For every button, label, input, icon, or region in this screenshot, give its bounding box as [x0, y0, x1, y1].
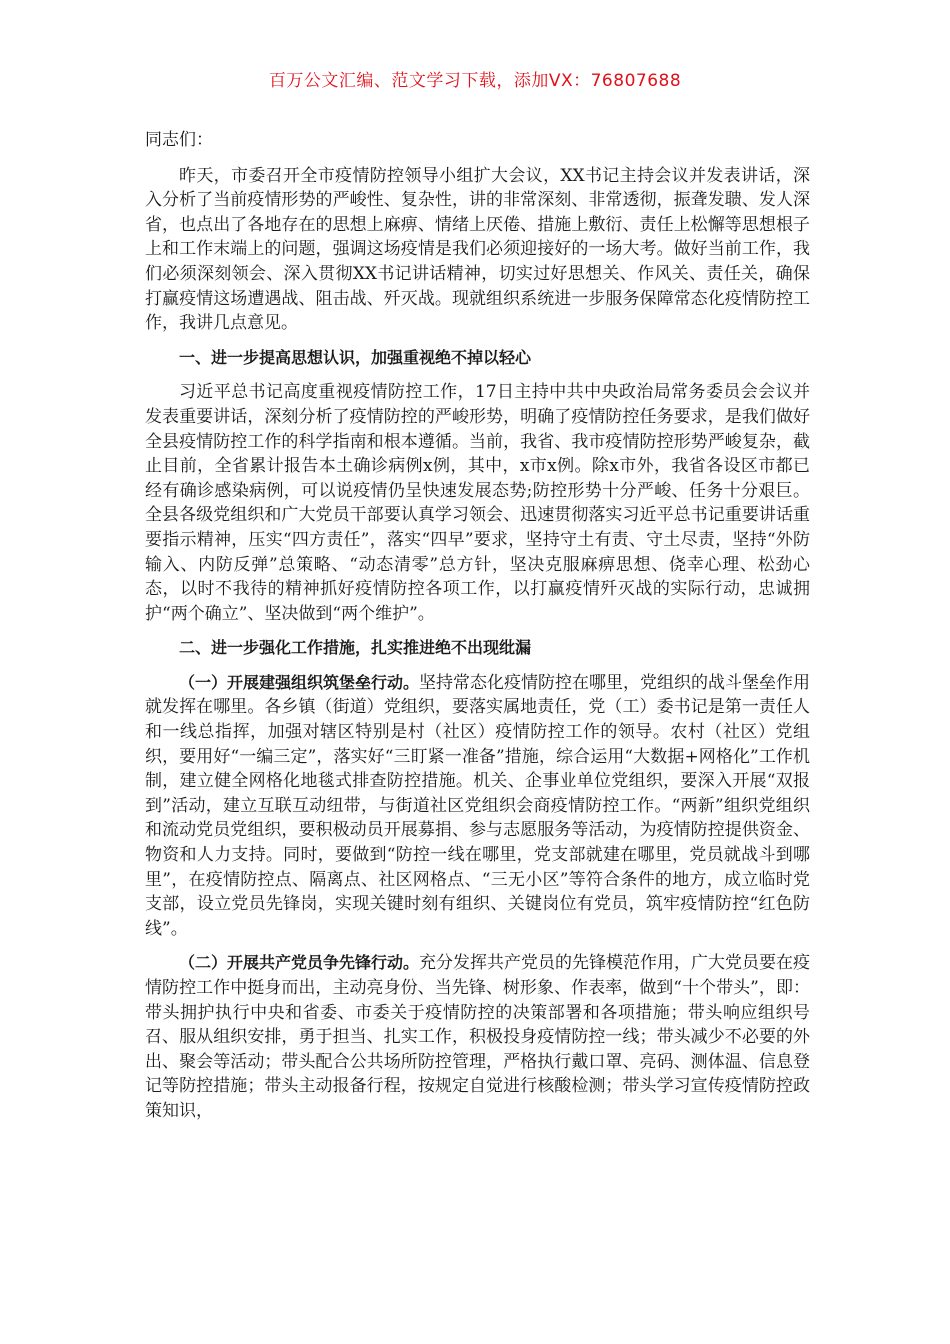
section-2-item-2-body: 充分发挥共产党员的先锋模范作用，广大党员要在疫情防控工作中挺身而出，主动亮身份、当先锋、树形象、作表率，做到“十个带头”，即：带头拥护执行中央和省委、市委关于疫情防控的决策部署和各项措施；带头响应组织号召、服从组织安排，勇于担当、扎实工作，积极投身疫情防控一线；带头减少不必要的外出、聚会等活动；带头配合公共场所防控管理，严格执行戴口罩、亮码、测体温、信息登记等防控措施；带头主动报备行程，按规定自觉进行核酸检测；带头学习宣传疫情防控政策知识，: [145, 953, 811, 1121]
document-body: [145, 128, 810, 1134]
section-2-item-1-body: 坚持常态化疫情防控在哪里，党组织的战斗堡垒作用就发挥在哪里。各乡镇（街道）党组织，要落实属地责任，党（工）委书记是第一责任人和一线总指挥，加强对辖区特别是村（社区）疫情防控工作的领导。农村（社区）党组织，要用好“一编三定”，落实好“三盯紧一准备”措施，综合运用“大数据+网格化”工作机制，建立健全网格化地毯式排查防控措施。机关、企事业单位党组织，要深入开展“双报到”活动，建立互联互动纽带，与街道社区党组织会商疫情防控工作。“两新”组织党组织和流动党员党组织，要积极动员开展募捐、参与志愿服务等活动，为疫情防控提供资金、物资和人力支持。同时，要做到“防控一线在哪里，党支部就建在哪里，党员就战斗到哪里”，在疫情防控点、隔离点、社区网格点、“三无小区”等符合条件的地方，成立临时党支部，设立党员先锋岗，实现关键时刻有组织、关键岗位有党员，筑牢疫情防控“红色防线”。: [145, 672, 811, 939]
section-2-item-2-lead: （二）开展共产党员争先锋行动。: [179, 953, 420, 973]
section-2-item-1-lead: （一）开展建强组织筑堡垒行动。: [179, 672, 420, 692]
section-1-heading: 一、进一步提高思想认识，加强重视绝不掉以轻心: [179, 347, 532, 367]
section-2-item-1: [145, 671, 810, 942]
section-1-paragraph: 习近平总书记高度重视疫情防控工作，17日主持中共中央政治局常务委员会会议并发表重要讲话，深刻分析了疫情防控的严峻形势，明确了疫情防控任务要求，是我们做好全县疫情防控工作的科学指南和根本遵循。当前，我省、我市疫情防控形势严峻复杂，截止目前，全省累计报告本土确诊病例x例，其中，x市x例。除x市外，我省各设区市都已经有确诊感染病例，可以说疫情仍呈快速发展态势;防控形势十分严峻、任务十分艰巨。全县各级党组织和广大党员干部要认真学习领会、迅速贯彻落实习近平总书记重要讲话重要指示精神，压实“四方责任”，落实“四早”要求，坚持守土有责、守土尽责，坚持“外防输入、内防反弹”总策略、“动态清零”总方针，坚决克服麻痹思想、侥幸心理、松劲心态，以时不我待的精神抓好疫情防控各项工作，以打赢疫情歼灭战的实际行动，忠诚拥护“两个确立”、坚决做到“两个维护”。: [145, 382, 810, 624]
intro-paragraph: 昨天，市委召开全市疫情防控领导小组扩大会议，XX书记主持会议并发表讲话，深入分析了当前疫情形势的严峻性、复杂性，讲的非常深刻、非常透彻，振聋发聩、发人深省，也点出了各地存在的思想上麻痹、情绪上厌倦、措施上敷衍、责任上松懈等思想根子上和工作末端上的问题，强调这场疫情是我们必须迎接好的一场大考。做好当前工作，我们必须深刻领会、深入贯彻XX书记讲话精神，切实过好思想关、作风关、责任关，确保打赢疫情这场遭遇战、阻击战、歼灭战。现就组织系统进一步服务保障常态化疫情防控工作，我讲几点意见。: [145, 165, 810, 334]
section-2-item-2: [145, 951, 810, 1123]
section-2-heading: 二、进一步强化工作措施，扎实推进绝不出现纰漏: [179, 638, 532, 658]
greeting: 同志们：: [145, 130, 213, 150]
watermark-header: 百万公文汇编、范文学习下载，添加VX：76807688: [268, 71, 682, 91]
